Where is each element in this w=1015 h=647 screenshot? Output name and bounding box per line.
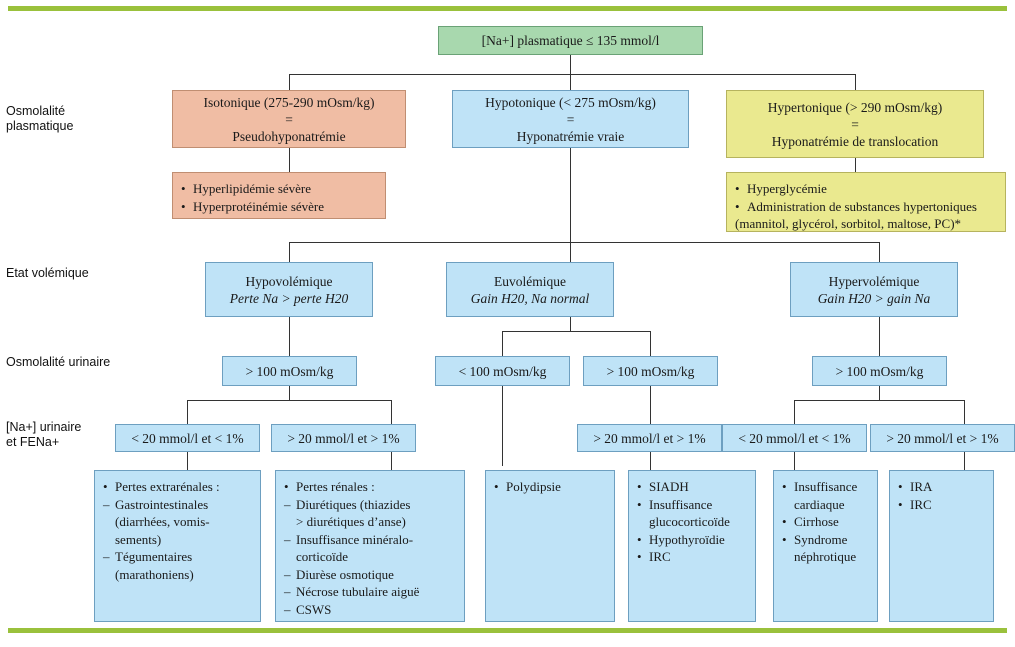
connector-osmu1-bus bbox=[187, 400, 391, 401]
leaf-item: • Insuffisance bbox=[637, 497, 747, 514]
node-na-3-label: > 20 mmol/l et > 1% bbox=[593, 430, 706, 446]
connector-na5 bbox=[964, 400, 965, 424]
node-osmu-4[interactable] bbox=[812, 356, 947, 386]
row-label-line2: plasmatique bbox=[6, 119, 74, 133]
node-osmu-3[interactable] bbox=[583, 356, 718, 386]
node-hypovolemique-line2: Perte Na > perte H20 bbox=[229, 290, 349, 306]
node-hypovolemique-line1: Hypovolémique bbox=[245, 273, 333, 289]
connector-osmu4-down bbox=[879, 386, 880, 400]
list-causes-hypertonique[interactable] bbox=[726, 172, 1006, 232]
leaf-item: – CSWS bbox=[284, 602, 456, 619]
node-hypotonique-line1: Hypotonique (< 275 mOsm/kg) bbox=[485, 94, 656, 110]
leaf-item: • Hypothyroïdie bbox=[637, 532, 747, 549]
node-osmu-1[interactable] bbox=[222, 356, 357, 386]
node-isotonique-line1: Isotonique (275-290 mOsm/kg) bbox=[203, 94, 375, 110]
leaf-item: – Gastrointestinales bbox=[103, 497, 252, 514]
list-item: • Hyperglycémie bbox=[735, 181, 997, 198]
node-isotonique-line2: Pseudohyponatrémie bbox=[232, 128, 346, 144]
leaf-insuffisance-cardiaque[interactable] bbox=[773, 470, 878, 622]
leaf-item: cardiaque bbox=[794, 496, 845, 512]
connector-iso-causes bbox=[289, 147, 290, 172]
node-na-4[interactable] bbox=[722, 424, 867, 452]
node-na-2-label: > 20 mmol/l et > 1% bbox=[287, 430, 400, 446]
leaf-pertes-renales[interactable] bbox=[275, 470, 465, 622]
connector-root-down bbox=[570, 54, 571, 74]
node-osmu-4-label: > 100 mOsm/kg bbox=[835, 363, 924, 379]
leaf-item: • SIADH bbox=[637, 479, 747, 496]
leaf-item: (diarrhées, vomis- bbox=[115, 514, 210, 529]
row-label-etat-volemique: Etat volémique bbox=[6, 266, 89, 280]
connector-hypo-down bbox=[570, 74, 571, 90]
node-na-4-label: < 20 mmol/l et < 1% bbox=[738, 430, 851, 446]
node-euvolemique-line1: Euvolémique bbox=[494, 273, 566, 289]
connector-volemie-hypo bbox=[289, 242, 290, 262]
row-label-na-line2: et FENa+ bbox=[6, 435, 60, 449]
connector-na1 bbox=[187, 400, 188, 424]
leaf-item: – Nécrose tubulaire aiguë bbox=[284, 584, 456, 601]
node-hypertonique-eq: = bbox=[851, 116, 859, 132]
leaf-item: (marathoniens) bbox=[115, 566, 194, 582]
connector-hypovol-osmu bbox=[289, 317, 290, 356]
leaf-ira-irc[interactable] bbox=[889, 470, 994, 622]
list-causes-isotonique[interactable] bbox=[172, 172, 386, 219]
node-hypotonique[interactable] bbox=[452, 90, 689, 148]
leaf-item: • IRC bbox=[637, 549, 747, 566]
connector-volemie-hyper bbox=[879, 242, 880, 262]
node-hypertonique[interactable] bbox=[726, 90, 984, 158]
node-hypertonique-line2: Hyponatrémie de translocation bbox=[771, 133, 939, 149]
leaf-item: – Tégumentaires bbox=[103, 549, 252, 566]
node-na-5-label: > 20 mmol/l et > 1% bbox=[886, 430, 999, 446]
connector-na2 bbox=[391, 400, 392, 424]
row-label-line1: Osmolalité bbox=[6, 104, 66, 118]
connector-osmu1-down bbox=[289, 386, 290, 400]
connector-hypervol-osmu bbox=[879, 317, 880, 356]
leaf-item: corticoïde bbox=[296, 549, 348, 564]
connector-na4 bbox=[794, 400, 795, 424]
connector-hyper-causes bbox=[855, 157, 856, 172]
connector-level1-bus bbox=[289, 74, 855, 75]
connector-leaf1 bbox=[187, 452, 188, 470]
leaf-item: • Polydipsie bbox=[494, 479, 606, 496]
connector-leaf2 bbox=[391, 452, 392, 470]
node-isotonique[interactable] bbox=[172, 90, 406, 148]
leaf-item: • IRC bbox=[898, 497, 985, 514]
node-osmu-3-label: > 100 mOsm/kg bbox=[606, 363, 695, 379]
node-hypervolemique-line2: Gain H20 > gain Na bbox=[817, 290, 931, 306]
node-hypertonique-line1: Hypertonique (> 290 mOsm/kg) bbox=[767, 99, 943, 115]
node-osmu-2[interactable] bbox=[435, 356, 570, 386]
connector-osmu4-bus bbox=[794, 400, 964, 401]
leaf-item: – Diurétiques (thiazides bbox=[284, 497, 456, 514]
row-label-na-urinaire bbox=[6, 420, 81, 450]
connector-volemie-eu bbox=[570, 242, 571, 262]
node-hypotonique-line2: Hyponatrémie vraie bbox=[516, 128, 625, 144]
leaf-item: – Diurèse osmotique bbox=[284, 567, 456, 584]
node-euvolemique[interactable] bbox=[446, 262, 614, 317]
bottom-rule bbox=[8, 628, 1007, 633]
connector-iso-down bbox=[289, 74, 290, 90]
leaf-item: glucocorticoïde bbox=[649, 514, 730, 529]
leaf-item: – Insuffisance minéralo- bbox=[284, 532, 456, 549]
node-root-label: [Na+] plasmatique ≤ 135 mmol/l bbox=[481, 33, 660, 48]
connector-leaf5 bbox=[794, 452, 795, 470]
list-item: • Administration de substances hypertoniques bbox=[735, 199, 997, 216]
leaf-item: • IRA bbox=[898, 479, 985, 496]
list-item-continuation: (mannitol, glycérol, sorbitol, maltose, PC)* bbox=[735, 216, 962, 231]
node-root[interactable] bbox=[438, 26, 703, 55]
node-na-1[interactable] bbox=[115, 424, 260, 452]
node-hypotonique-eq: = bbox=[566, 111, 575, 127]
node-na-1-label: < 20 mmol/l et < 1% bbox=[131, 430, 244, 446]
leaf-title: • Pertes rénales : bbox=[284, 479, 456, 496]
node-na-5[interactable] bbox=[870, 424, 1015, 452]
connector-osmu2-down bbox=[502, 386, 503, 466]
node-hypervolemique[interactable] bbox=[790, 262, 958, 317]
connector-leaf6 bbox=[964, 452, 965, 470]
node-na-2[interactable] bbox=[271, 424, 416, 452]
top-rule bbox=[8, 6, 1007, 11]
row-label-osmolalite-plasmatique bbox=[6, 104, 73, 134]
connector-euvol-bus bbox=[502, 331, 650, 332]
leaf-item: • Syndrome bbox=[782, 532, 869, 549]
connector-hyper-down bbox=[855, 74, 856, 90]
leaf-polydipsie[interactable] bbox=[485, 470, 615, 622]
leaf-item: sements) bbox=[115, 531, 162, 547]
row-label-na-line1: [Na+] urinaire bbox=[6, 420, 82, 434]
list-item: • Hyperprotéinémie sévère bbox=[181, 199, 377, 216]
leaf-item: néphrotique bbox=[794, 549, 857, 564]
connector-euvol-left bbox=[502, 331, 503, 356]
node-na-3[interactable] bbox=[577, 424, 722, 452]
connector-volemie-bus bbox=[289, 242, 879, 243]
leaf-pertes-extrarenales[interactable] bbox=[94, 470, 261, 622]
node-osmu-2-label: < 100 mOsm/kg bbox=[458, 363, 547, 379]
node-euvolemique-line2: Gain H20, Na normal bbox=[470, 290, 590, 306]
leaf-siadh[interactable] bbox=[628, 470, 756, 622]
connector-osmu3-down bbox=[650, 386, 651, 424]
node-hypervolemique-line1: Hypervolémique bbox=[828, 273, 920, 289]
leaf-item: • Insuffisance bbox=[782, 479, 869, 496]
node-hypovolemique[interactable] bbox=[205, 262, 373, 317]
node-osmu-1-label: > 100 mOsm/kg bbox=[245, 363, 334, 379]
leaf-item: > diurétiques d’anse) bbox=[296, 514, 406, 529]
list-item: • Hyperlipidémie sévère bbox=[181, 181, 377, 198]
connector-euvol-right bbox=[650, 331, 651, 356]
row-label-osmolalite-urinaire: Osmolalité urinaire bbox=[6, 355, 111, 369]
leaf-item: • Cirrhose bbox=[782, 514, 869, 531]
connector-euvol-osmu bbox=[570, 317, 571, 331]
node-isotonique-eq: = bbox=[285, 111, 293, 127]
connector-leaf4 bbox=[650, 452, 651, 470]
leaf-title: • Pertes extrarénales : bbox=[103, 479, 252, 496]
connector-hypo-to-volemie bbox=[570, 147, 571, 242]
